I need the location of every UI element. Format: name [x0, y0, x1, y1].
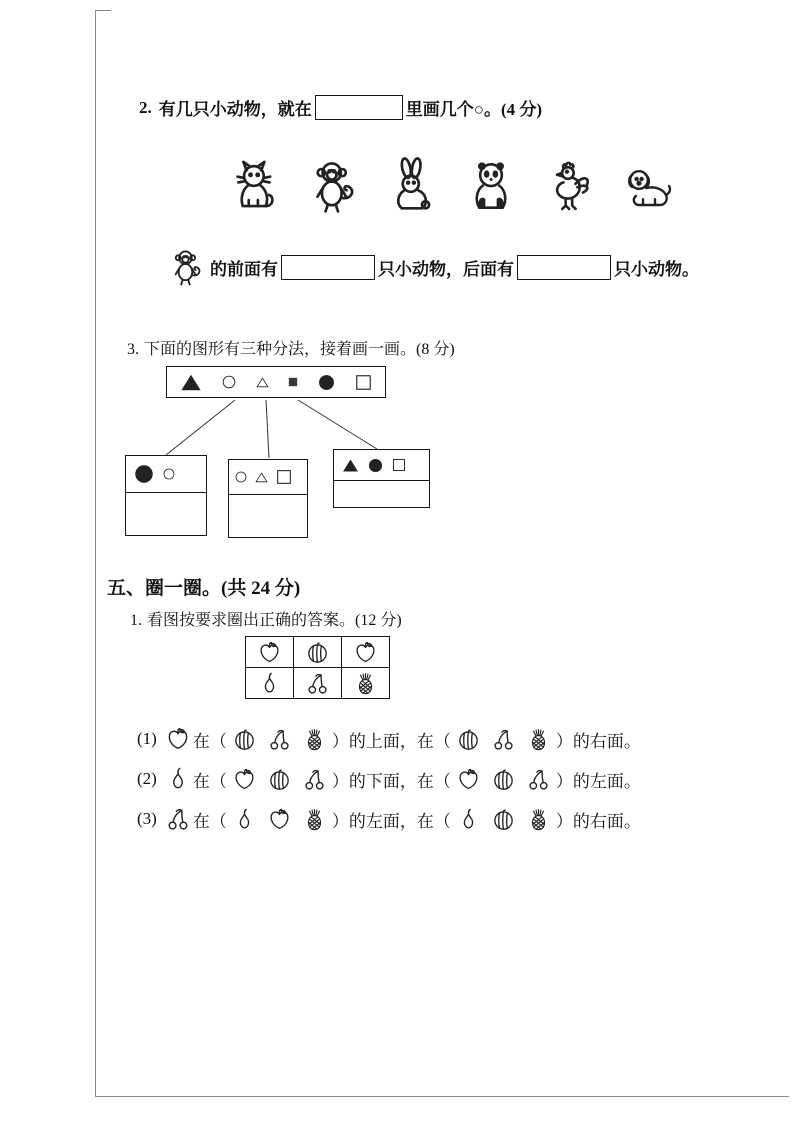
cherries-icon	[526, 767, 551, 792]
pineapple-icon	[302, 807, 327, 832]
cherries-icon	[302, 767, 327, 792]
fruit-grid-row-1	[246, 637, 390, 668]
rooster-icon	[544, 157, 596, 215]
fill-line-segment-2: 只小动物，后面有	[378, 259, 514, 279]
triangle-outline-icon	[255, 471, 268, 484]
fruit-grid	[245, 636, 390, 699]
shape-group-box-3	[333, 449, 430, 508]
circle-filled-icon	[134, 464, 154, 484]
rabbit-icon	[387, 157, 439, 215]
cherries-icon	[491, 727, 516, 752]
panda-icon	[465, 157, 517, 215]
sub-question-2-segment-3: ）的左面。	[555, 771, 641, 791]
circle-filled-icon	[368, 458, 383, 473]
fruit-grid-cell	[342, 637, 390, 668]
fill-line-segment-3: 只小动物。	[614, 259, 699, 279]
watermelon-icon	[232, 727, 257, 752]
circle-filled-icon	[318, 374, 335, 391]
fruit-grid-cell	[294, 668, 342, 699]
question-3-text: 下面的图形有三种分法，接着画一画。(8 分)	[144, 341, 455, 358]
circle-outline-icon	[163, 468, 175, 480]
sub-question-1-segment-1: 在（	[192, 731, 227, 751]
watermelon-icon	[305, 640, 330, 665]
section-5-title: 五、圈一圈。(共 24 分)	[107, 578, 301, 599]
question-2-prompt	[139, 95, 542, 120]
section5-question-1-number: 1.	[130, 612, 142, 629]
sub-question-2	[137, 764, 641, 794]
sub-question-1-segment-2: ）的上面，在（	[331, 731, 451, 751]
sub-question-1-number: (1)	[137, 729, 157, 748]
fruit-grid-cell	[294, 637, 342, 668]
group-2-shapes-row	[229, 460, 307, 494]
page-border-bottom	[95, 1096, 789, 1097]
watermelon-icon	[456, 727, 481, 752]
peach-icon	[267, 807, 292, 832]
pineapple-icon	[353, 671, 378, 696]
peach-icon	[232, 767, 257, 792]
square-outline-icon	[355, 374, 372, 391]
shape-source-box	[166, 366, 386, 398]
fruit-grid-cell	[246, 637, 294, 668]
cat-icon	[229, 157, 281, 215]
pineapple-icon	[526, 727, 551, 752]
question-2-lead-text: 有几只小动物，就在	[158, 100, 312, 119]
question-3-prompt	[127, 336, 455, 359]
pear-icon	[456, 807, 481, 832]
group-1-shapes-row	[126, 456, 206, 492]
triangle-outline-icon	[256, 376, 269, 389]
square-filled-icon	[288, 377, 298, 387]
question-2-fill-line	[167, 246, 699, 288]
pineapple-icon	[302, 727, 327, 752]
question-3-number: 3.	[127, 341, 139, 358]
group-3-draw-area	[334, 480, 429, 507]
monkey-icon	[308, 157, 360, 215]
behind-count-answer-box	[517, 255, 611, 280]
group-1-draw-area	[126, 492, 206, 535]
peach-icon	[165, 726, 191, 752]
section5-question-1-prompt	[130, 607, 402, 630]
triangle-filled-icon	[342, 457, 359, 474]
front-count-answer-box	[281, 255, 375, 280]
peach-icon	[257, 640, 282, 665]
sub-question-2-segment-2: ）的下面，在（	[331, 771, 451, 791]
page-border-left	[95, 10, 96, 1097]
sub-question-2-segment-1: 在（	[192, 771, 227, 791]
triangle-filled-icon	[180, 373, 202, 392]
pear-icon	[232, 807, 257, 832]
sub-question-3-segment-2: ）的左面，在（	[331, 811, 451, 831]
cherries-icon	[305, 671, 330, 696]
peach-icon	[456, 767, 481, 792]
section5-question-1-text: 看图按要求圈出正确的答案。(12 分)	[147, 612, 402, 629]
question-2-answer-box	[315, 95, 403, 120]
sub-question-1	[137, 724, 641, 754]
monkey-icon	[167, 247, 207, 287]
sub-question-3-segment-1: 在（	[192, 811, 227, 831]
question-2-number: 2.	[139, 97, 152, 117]
watermelon-icon	[491, 767, 516, 792]
question-2-tail-text: 里画几个○。(4 分)	[405, 100, 543, 119]
sub-question-3-number: (3)	[137, 809, 157, 828]
animal-row	[229, 151, 675, 215]
cherries-icon	[165, 806, 191, 832]
watermelon-icon	[491, 807, 516, 832]
square-outline-icon	[276, 469, 292, 485]
shape-group-box-2	[228, 459, 308, 538]
pineapple-icon	[526, 807, 551, 832]
group-3-shapes-row	[334, 450, 429, 480]
peach-icon	[353, 640, 378, 665]
fruit-grid-row-2	[246, 668, 390, 699]
fruit-grid-cell	[246, 668, 294, 699]
square-outline-icon	[392, 458, 406, 472]
puppy-icon	[623, 157, 675, 215]
pear-icon	[165, 766, 191, 792]
circle-outline-icon	[235, 471, 247, 483]
circle-outline-icon	[222, 375, 236, 389]
sub-question-2-number: (2)	[137, 769, 157, 788]
sub-question-3	[137, 804, 641, 834]
shape-group-box-1	[125, 455, 207, 536]
cherries-icon	[267, 727, 292, 752]
page-border-tick	[95, 10, 111, 11]
fruit-grid-cell	[342, 668, 390, 699]
watermelon-icon	[267, 767, 292, 792]
group-2-draw-area	[229, 494, 307, 537]
pear-icon	[257, 671, 282, 696]
sub-question-1-segment-3: ）的右面。	[555, 731, 641, 751]
fill-line-segment-1: 的前面有	[210, 259, 278, 279]
sub-question-3-segment-3: ）的右面。	[555, 811, 641, 831]
